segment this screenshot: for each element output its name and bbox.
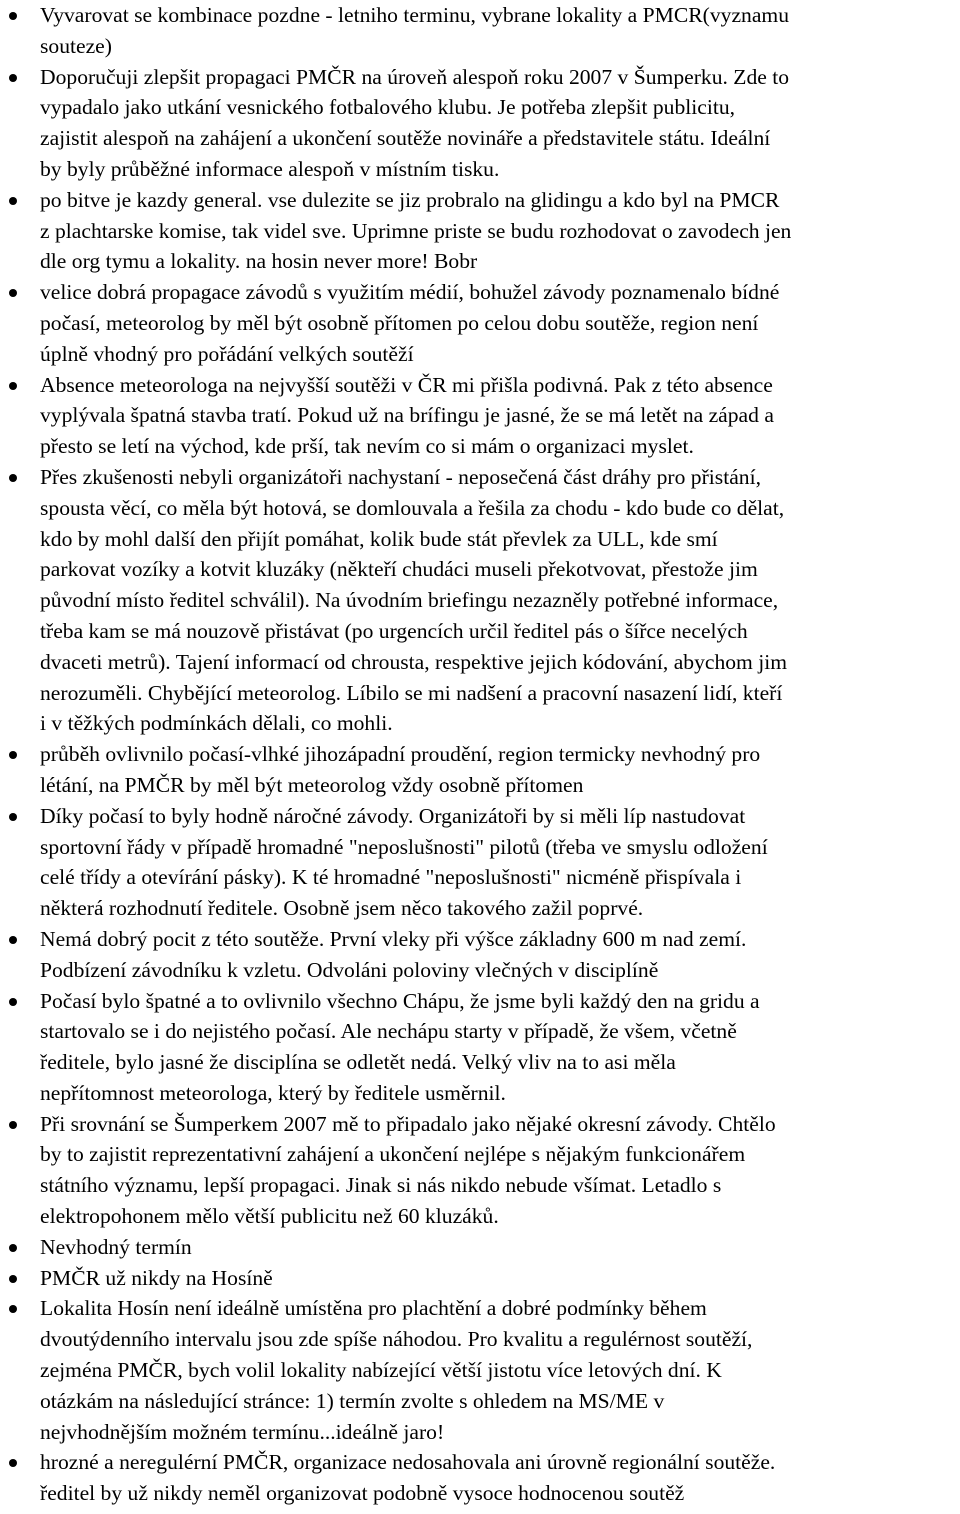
list-item (0, 1232, 960, 1263)
list-item (0, 370, 960, 462)
bullet-icon (9, 1121, 17, 1129)
list-item (0, 739, 960, 801)
bullet-icon (9, 1275, 17, 1283)
bullet-icon (9, 1459, 17, 1467)
list-item (0, 462, 960, 739)
text-line: ředitel by už nikdy neměl organizovat podobně vysoce hodnocenou soutěž (40, 1481, 685, 1506)
list-item-text (40, 1232, 960, 1263)
text-line: spousta věcí, co měla být hotová, se domlouvala a řešila za chodu - kdo bude co dělat, (40, 495, 785, 520)
text-line: některá rozhodnutí ředitele. Osobně jsem něco takového zažil poprvé. (40, 896, 644, 921)
text-line: Vyvarovat se kombinace pozdne - letniho terminu, vybrane lokality a PMCR(vyznamu (40, 3, 790, 27)
list-item-text (40, 1293, 960, 1447)
text-line: přesto se letí na východ, kde prší, tak nevím co si mám o organizaci myslet. (40, 434, 694, 459)
text-line: parkovat vozíky a kotvit kluzáky (někteří chudáci museli překotvovat, přestože jim (40, 557, 758, 582)
list-item-text (40, 277, 960, 369)
text-line: Nevhodný termín (40, 1234, 192, 1259)
bullet-icon (9, 12, 17, 20)
text-line: Podbízení závodníku k vzletu. Odvoláni poloviny vlečných v disciplíně (40, 957, 659, 982)
list-item-text (40, 1263, 960, 1294)
list-item (0, 277, 960, 369)
text-line: Doporučuji zlepšit propagaci PMČR na úroveň alespoň roku 2007 v Šumperku. Zde to (40, 64, 790, 89)
text-line: původní místo ředitel schválil). Na úvodním briefingu nezazněly potřebné informace, (40, 588, 779, 613)
text-line: by byly průběžné informace alespoň v místním tisku. (40, 156, 500, 181)
list-item-text (40, 0, 960, 62)
text-line: i v těžkých podmínkách dělali, co mohli. (40, 711, 393, 736)
text-line: Díky počasí to byly hodně náročné závody. Organizátoři by si měli líp nastudovat (40, 803, 746, 828)
list-item-text (40, 62, 960, 185)
bullet-icon (9, 74, 17, 82)
text-line: souteze) (40, 33, 112, 58)
text-line: startovalo se i do nejistého počasí. Ale nechápu starty v případě, že všem, včetně (40, 1019, 737, 1044)
text-line: dvoutýdenního intervalu jsou zde spíše náhodou. Pro kvalitu a regulérnost soutěží, (40, 1327, 753, 1352)
text-line: zejména PMČR, bych volil lokality nabízející větší jistotu více letových dní. K (40, 1358, 722, 1383)
bullet-icon (9, 1244, 17, 1252)
text-line: dvaceti metrů). Tajení informací od chrousta, respektive jejich kódování, abychom jim (40, 649, 788, 674)
list-item-text (40, 801, 960, 924)
list-item (0, 924, 960, 986)
text-line: státního významu, lepší propagaci. Jinak si nás nikdo nebude všímat. Letadlo s (40, 1173, 722, 1198)
list-item (0, 1293, 960, 1447)
list-item-text (40, 1109, 960, 1232)
list-item-text (40, 462, 960, 739)
list-item (0, 62, 960, 185)
text-line: by to zajistit reprezentativní zahájení a ukončení nejlépe s nějakým funkcionářem (40, 1142, 746, 1167)
text-line: Lokalita Hosín není ideálně umístěna pro plachtění a dobré podmínky během (40, 1296, 707, 1321)
bullet-icon (9, 197, 17, 205)
text-line: celé třídy a otevírání pásky). K té hromadné "neposlušnosti" nicméně přispívala i (40, 865, 742, 890)
list-item (0, 1109, 960, 1232)
list-item-text (40, 739, 960, 801)
text-line: velice dobrá propagace závodů s využitím médií, bohužel závody poznamenalo bídné (40, 280, 780, 305)
text-line: ředitele, bylo jasné že disciplína se odletět nedá. Velký vliv na to asi měla (40, 1050, 676, 1075)
bullet-icon (9, 813, 17, 821)
list-item-text (40, 986, 960, 1109)
bullet-icon (9, 998, 17, 1006)
list-item-text (40, 924, 960, 986)
list-item (0, 0, 960, 62)
list-item (0, 185, 960, 277)
text-line: hrozné a neregulérní PMČR, organizace nedosahovala ani úrovně regionální soutěže. (40, 1450, 776, 1475)
text-line: otázkám na následující stránce: 1) termín zvolte s ohledem na MS/ME v (40, 1388, 665, 1413)
text-line: Při srovnání se Šumperkem 2007 mě to připadalo jako nějaké okresní závody. Chtělo (40, 1111, 776, 1136)
bullet-icon (9, 382, 17, 390)
text-line: nepřítomnost meteorologa, který by ředitele usměrnil. (40, 1080, 506, 1105)
list-item-text (40, 185, 960, 277)
text-line: Nemá dobrý pocit z této soutěže. První vleky při výšce základny 600 m nad zemí. (40, 926, 747, 951)
text-line: vyplývala špatná stavba tratí. Pokud už na brífingu je jasné, že se má letět na západ a (40, 403, 774, 428)
bullet-icon (9, 289, 17, 297)
text-line: nerozuměli. Chybějící meteorolog. Líbilo se mi nadšení a pracovní nasazení lidí, kteří (40, 680, 783, 705)
text-line: zajistit alespoň na zahájení a ukončení soutěže novináře a představitele státu. Ideální (40, 126, 771, 151)
list-item (0, 801, 960, 924)
bullet-icon (9, 1305, 17, 1313)
text-line: Absence meteorologa na nejvyšší soutěži v ČR mi přišla podivná. Pak z této absence (40, 372, 773, 397)
bullet-icon (9, 936, 17, 944)
list-item-text (40, 1447, 960, 1509)
text-line: počasí, meteorolog by měl být osobně přítomen po celou dobu soutěže, region není (40, 310, 759, 335)
list-item (0, 1263, 960, 1294)
text-line: úplně vhodný pro pořádání velkých soutěží (40, 341, 414, 366)
text-line: elektropohonem mělo větší publicitu než 60 kluzáků. (40, 1204, 499, 1229)
text-line: Počasí bylo špatné a to ovlivnilo všechno Chápu, že jsme byli každý den na gridu a (40, 988, 760, 1013)
text-line: kdo by mohl další den přijít pomáhat, kolik bude stát převlek za ULL, kde smí (40, 526, 718, 551)
text-line: dle org tymu a lokality. na hosin never more! Bobr (40, 249, 478, 274)
text-line: z plachtarske komise, tak videl sve. Uprimne priste se budu rozhodovat o zavodech jen (40, 218, 792, 243)
bullet-icon (9, 751, 17, 759)
text-line: vypadalo jako utkání vesnického fotbalového klubu. Je potřeba zlepšit publicitu, (40, 95, 736, 120)
text-line: nejvhodnějším možném termínu...ideálně jaro! (40, 1419, 445, 1444)
text-line: po bitve je kazdy general. vse dulezite se jiz probralo na glidingu a kdo byl na PMCR (40, 187, 780, 212)
text-line: létání, na PMČR by měl být meteorolog vždy osobně přítomen (40, 772, 584, 797)
text-line: průběh ovlivnilo počasí-vlhké jihozápadní proudění, region termicky nevhodný pro (40, 742, 761, 767)
list-item-text (40, 370, 960, 462)
text-line: třeba kam se má nouzově přistávat (po urgencích určil ředitel pás o šířce necelých (40, 618, 748, 643)
text-line: PMČR už nikdy na Hosíně (40, 1265, 273, 1290)
list-item (0, 1447, 960, 1509)
text-line: Přes zkušenosti nebyli organizátoři nachystaní - neposečená část dráhy pro přistání, (40, 464, 761, 489)
bullet-icon (9, 474, 17, 482)
list-item (0, 986, 960, 1109)
text-line: sportovní řády v případě hromadné "neposlušnosti" pilotů (třeba ve smyslu odložení (40, 834, 768, 859)
